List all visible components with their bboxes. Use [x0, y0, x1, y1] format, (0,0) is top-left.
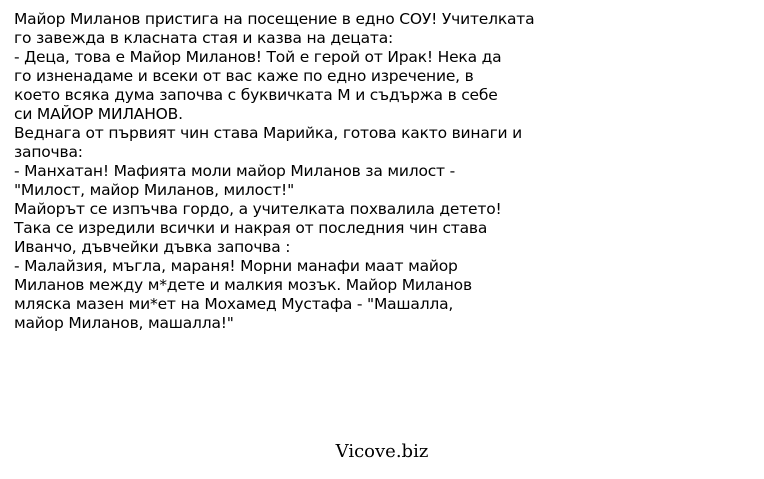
joke-line: го изненадаме и всеки от вас каже по едно изречение, в: [14, 67, 474, 85]
joke-line: Миланов между м*дете и малкия мозък. Майор Миланов: [14, 276, 472, 294]
joke-line: Така се изредили всички и накрая от последния чин става: [14, 219, 488, 237]
joke-line: Майорът се изпъчва гордо, а учителката похвалила детето!: [14, 200, 502, 218]
joke-line: майор Миланов, машалла!": [14, 314, 234, 332]
joke-line: - Манхатан! Мафията моли майор Миланов за милост -: [14, 162, 455, 180]
joke-line: - Малайзия, мъгла, мараня! Морни манафи маат майор: [14, 257, 458, 275]
joke-line: го завежда в класната стая и казва на децата:: [14, 29, 394, 47]
joke-line: което всяка дума започва с буквичката М и съдържа в себе: [14, 86, 498, 104]
joke-line: Майор Миланов пристига на посещение в едно СОУ! Учителката: [14, 10, 535, 28]
joke-line: си МАЙОР МИЛАНОВ.: [14, 105, 183, 123]
joke-line: започва:: [14, 143, 83, 161]
joke-line: Веднага от първият чин става Марийка, готова както винаги и: [14, 124, 523, 142]
joke-line: Иванчо, дъвчейки дъвка започва :: [14, 238, 291, 256]
joke-line: мляска мазен ми*ет на Мохамед Мустафа - "Машалла,: [14, 295, 454, 313]
joke-text: [14, 10, 754, 333]
joke-line: "Милост, майор Миланов, милост!": [14, 181, 294, 199]
site-watermark: Vicove.biz: [335, 441, 429, 462]
joke-line: - Деца, това е Майор Миланов! Той е герой от Ирак! Нека да: [14, 48, 502, 66]
